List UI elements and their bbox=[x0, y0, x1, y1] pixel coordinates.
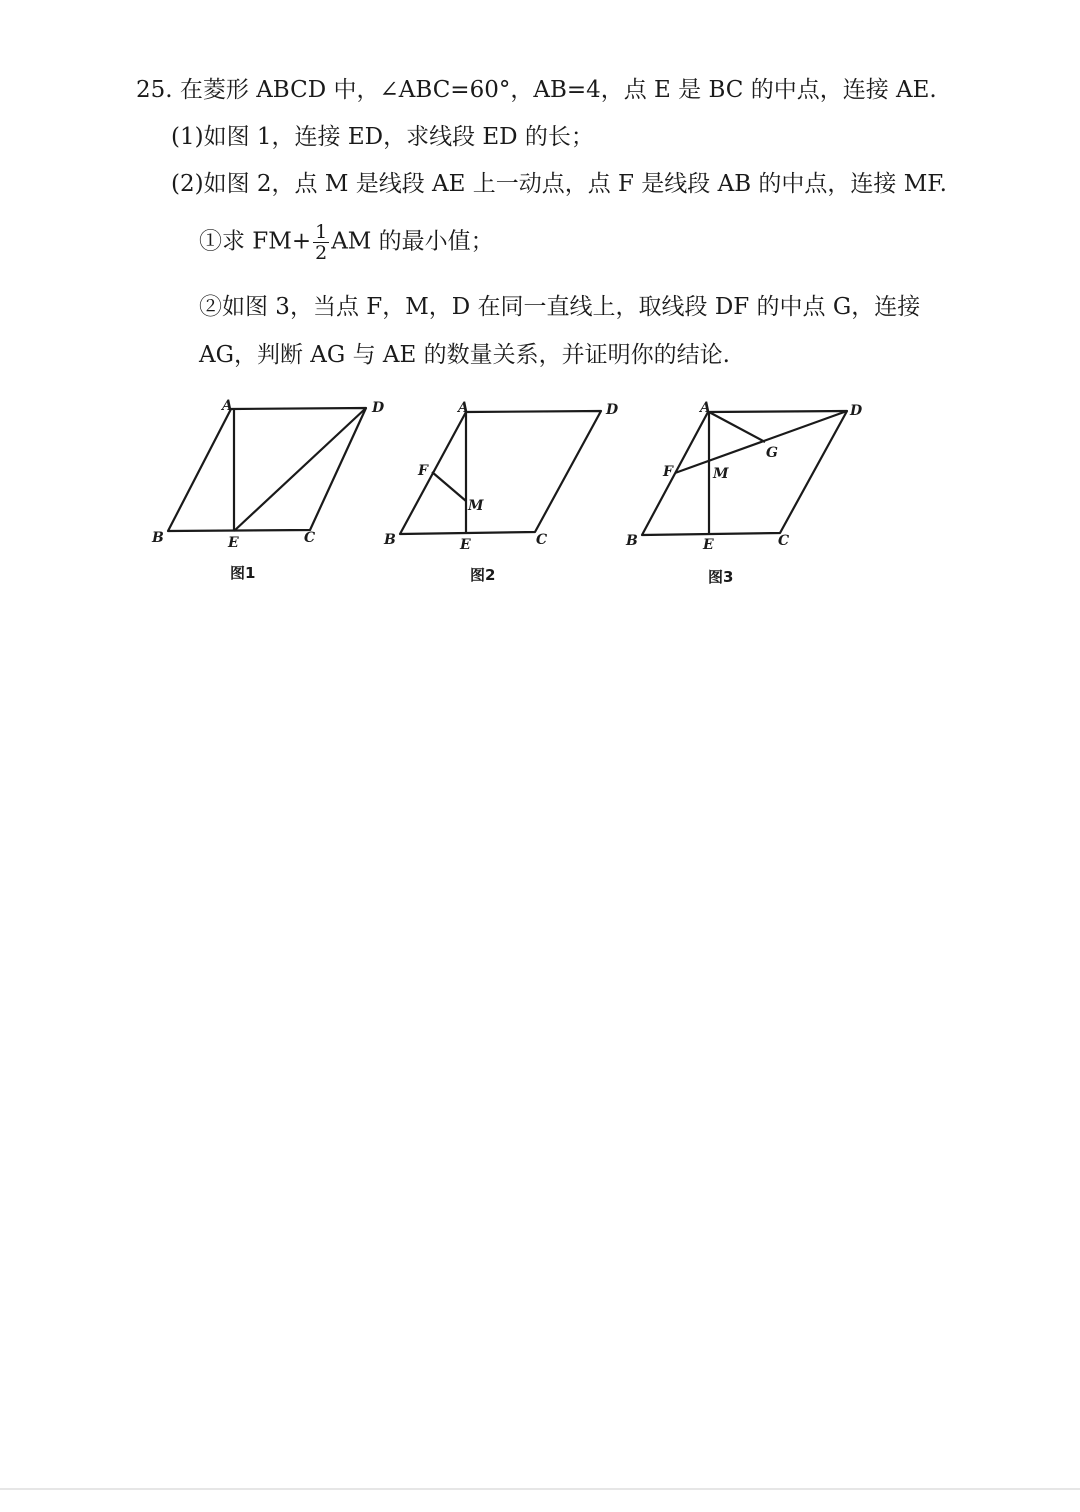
label-c: C bbox=[536, 532, 548, 548]
label-c: C bbox=[778, 533, 790, 549]
fraction-one-half bbox=[313, 222, 329, 263]
segment-ag bbox=[709, 412, 765, 442]
question-1-prefix: ①求 FM+ bbox=[199, 228, 312, 255]
question-2-line-2: AG，判断 AG 与 AE 的数量关系，并证明你的结论. bbox=[199, 342, 730, 368]
figure-3-diagram bbox=[620, 390, 880, 560]
label-a: A bbox=[458, 400, 469, 416]
rhombus-abcd bbox=[400, 411, 601, 534]
label-f: F bbox=[663, 464, 673, 480]
label-a: A bbox=[222, 398, 233, 414]
segment-ed bbox=[234, 408, 366, 531]
label-m: M bbox=[713, 466, 729, 482]
figure-1-caption: 图1 bbox=[230, 564, 256, 582]
segment-fm bbox=[432, 472, 466, 501]
label-d: D bbox=[606, 402, 619, 418]
label-g: G bbox=[766, 445, 778, 461]
figure-1 bbox=[140, 390, 400, 582]
part-1-line: (1)如图 1，连接 ED，求线段 ED 的长； bbox=[171, 124, 594, 150]
fraction-numerator: 1 bbox=[315, 221, 328, 243]
figure-1-diagram bbox=[140, 390, 400, 560]
question-2-line-1: ②如图 3，当点 F，M，D 在同一直线上，取线段 DF 的中点 G，连接 bbox=[199, 294, 921, 320]
label-e: E bbox=[228, 535, 239, 551]
question-1-line bbox=[199, 222, 494, 263]
part-2-line: (2)如图 2，点 M 是线段 AE 上一动点，点 F 是线段 AB 的中点，连接 MF. bbox=[171, 171, 947, 197]
label-e: E bbox=[460, 537, 471, 553]
segment-fd bbox=[675, 411, 847, 473]
figure-3 bbox=[620, 390, 880, 586]
label-b: B bbox=[152, 530, 164, 546]
figure-2 bbox=[380, 390, 630, 584]
label-c: C bbox=[304, 530, 316, 546]
label-a: A bbox=[700, 400, 711, 416]
label-d: D bbox=[372, 400, 385, 416]
question-1-suffix: AM 的最小值； bbox=[331, 228, 494, 255]
rhombus-abcd bbox=[168, 408, 366, 531]
label-e: E bbox=[703, 537, 714, 553]
problem-main-line: 25. 在菱形 ABCD 中，∠ABC=60°，AB=4，点 E 是 BC 的中点，连接 AE. bbox=[136, 77, 937, 103]
figure-3-caption: 图3 bbox=[708, 568, 734, 586]
figure-2-diagram bbox=[380, 390, 630, 560]
fraction-denominator: 2 bbox=[315, 242, 328, 264]
label-b: B bbox=[384, 532, 396, 548]
figure-2-caption: 图2 bbox=[470, 566, 496, 584]
label-m: M bbox=[468, 498, 484, 514]
label-d: D bbox=[850, 403, 863, 419]
label-b: B bbox=[626, 533, 638, 549]
page-bottom-divider bbox=[0, 1488, 1080, 1490]
label-f: F bbox=[418, 463, 428, 479]
